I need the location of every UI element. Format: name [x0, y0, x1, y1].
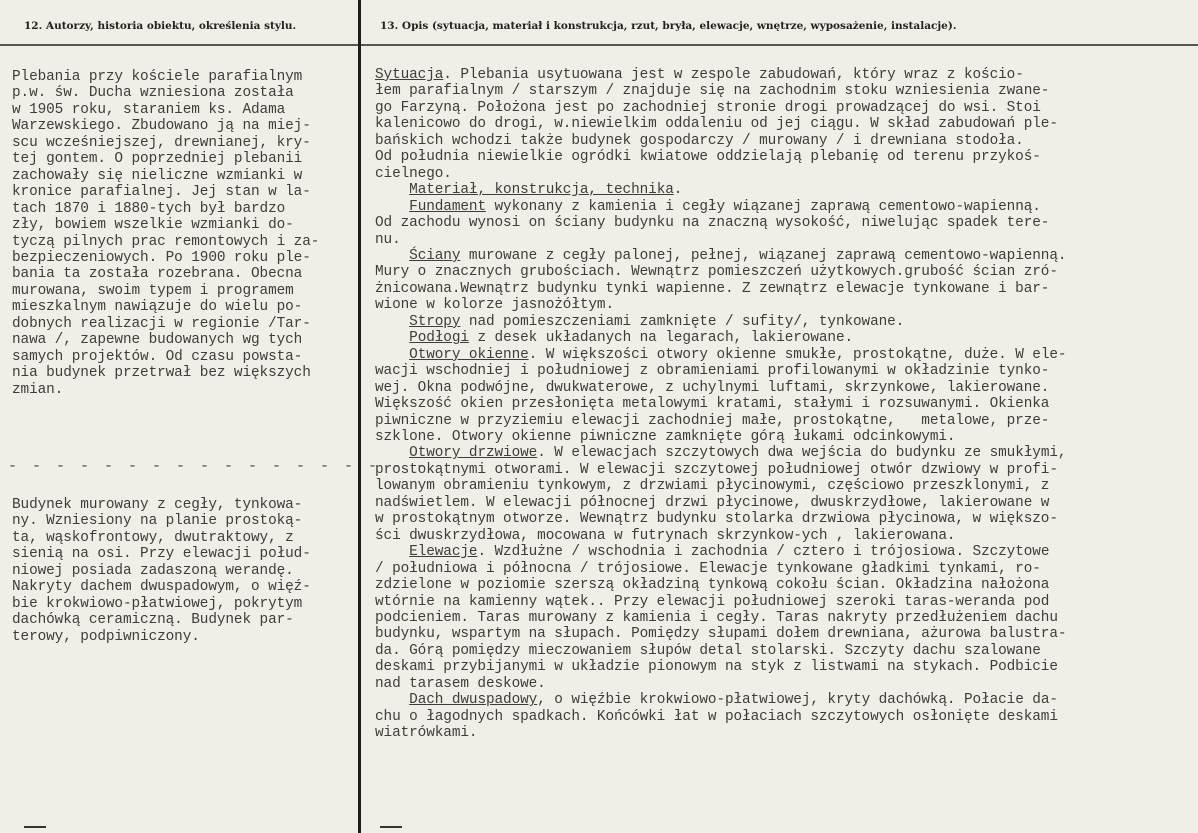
- line-text: nadświetlem. W elewacji północnej drzwi płycinowe, dwuskrzydłowe, lakierowane w: [375, 494, 1050, 511]
- line-text: . Plebania usytuowana jest w zespole zabudowań, który wraz z kościo-: [443, 67, 1024, 83]
- line-text: nad pomieszczeniami zamknięte / sufity/, tynkowane.: [460, 313, 905, 330]
- history-line: kronice parafialnej. Jej stan w la-: [12, 184, 311, 201]
- line-text: wej. Okna podwójne, dwukwaterowe, z uchylnymi luftami, skrzynkowe, lakierowane.: [375, 379, 1050, 396]
- section-heading: Ściany: [409, 247, 461, 264]
- line-text: w prostokątnym otworze. Wewnątrz budynku stolarka drzwiowa płycinowa, w większo-: [375, 511, 1058, 528]
- section-heading: Podłogi: [409, 330, 469, 347]
- line-text: . W elewacjach szczytowych dwa wejścia do budynku ze smukłymi,: [537, 445, 1067, 462]
- description-line: [375, 314, 1066, 330]
- description-line: [375, 478, 1066, 494]
- section-heading: Otwory drzwiowe: [409, 445, 538, 462]
- description-line: [375, 199, 1066, 215]
- line-text: nad tarasem deskowe.: [375, 675, 546, 692]
- description-line: [375, 594, 1066, 610]
- line-text: wiatrówkami.: [375, 725, 478, 742]
- description-line: [375, 676, 1066, 692]
- summary-line: niowej posiada zadaszoną werandę.: [12, 562, 294, 579]
- line-text: wykonany z kamienia i cegły wiązanej zaprawą cementowo-wapienną.: [485, 198, 1041, 215]
- line-text: murowane z cegły palonej, pełnej, wiązanej zaprawą cementowo-wapienną.: [460, 247, 1067, 264]
- line-text: podcieniem. Taras murowany z kamienia i cegły. Taras nakryty przedłużeniem dachu: [375, 609, 1058, 626]
- line-text: wtórnie na kamienny wątek.. Przy elewacji południowej szeroki taras-weranda pod: [375, 593, 1050, 610]
- description-line: [375, 182, 1066, 198]
- history-line: zachowały się nieliczne wzmianki w: [12, 167, 303, 184]
- summary-line: dachówką ceramiczną. Budynek par-: [12, 612, 294, 629]
- description-line: [375, 215, 1066, 231]
- description-line: [375, 544, 1066, 560]
- description-line: [375, 133, 1066, 149]
- line-text: z desek układanych na legarach, lakierowane.: [468, 330, 854, 347]
- description-line: [375, 429, 1066, 445]
- history-line: mieszkalnym nawiązuje do wielu po-: [12, 299, 303, 316]
- section-13-title: 13. Opis (sytuacja, materiał i konstrukcja, rzut, bryła, elewacje, wnętrze, wyposażenie, instalacje).: [380, 20, 957, 32]
- description-line: [375, 380, 1066, 396]
- description-line: [375, 626, 1066, 642]
- section-heading: Dach dwuspadowy: [409, 692, 538, 709]
- description-line: [375, 692, 1066, 708]
- description-line: [375, 264, 1066, 280]
- history-line: tej gontem. O poprzedniej plebanii: [12, 151, 303, 168]
- line-text: Od zachodu wynosi on ściany budynku na znaczną wysokość, niwelując spadek tere-: [375, 215, 1050, 232]
- section-heading: Sytuacja: [375, 67, 444, 83]
- line-text: piwniczne w przyziemiu elewacji zachodniej małe, prostokątne, metalowe, prze-: [375, 412, 1050, 429]
- description-line: [375, 528, 1066, 544]
- history-line: tach 1870 i 1880-tych był bardzo: [12, 200, 286, 217]
- description-line: [375, 511, 1066, 527]
- description-line: [375, 363, 1066, 379]
- line-text: . Wzdłużne / wschodnia i zachodnia / cztero i trójosiowa. Szczytowe: [477, 544, 1050, 561]
- line-text: wione w kolorze jasnożółtym.: [375, 297, 615, 314]
- description-line: [375, 725, 1066, 741]
- line-text: kalenicowo do drogi, w.niewielkim oddaleniu od jej ciągu. W skład zabudowań ple-: [375, 116, 1058, 133]
- history-line: zmian.: [12, 381, 64, 398]
- description-line: [375, 248, 1066, 264]
- description-line: [375, 166, 1066, 182]
- bottom-mark-left: [24, 826, 46, 828]
- description-text: [375, 67, 1066, 742]
- description-line: [375, 347, 1066, 363]
- line-text: bańskich wchodzi także budynek gospodarczy / murowany / i drewniana stodoła.: [375, 132, 1024, 149]
- line-text: Mury o znacznych grubościach. Wewnątrz pomieszczeń użytkowych.grubość ścian zró-: [375, 264, 1058, 281]
- line-text: da. Górą pomiędzy mieczowaniem słupów detal stolarski. Szczyty dachu szalowane: [375, 642, 1041, 659]
- section-12-title: 12. Autorzy, historia obiektu, określenia stylu.: [24, 20, 297, 32]
- summary-line: Budynek murowany z cegły, tynkowa-: [12, 497, 303, 513]
- history-line: samych projektów. Od czasu powsta-: [12, 348, 303, 365]
- line-text: wacji wschodniej i południowej z obramieniami profilowanymi w okładzinie tynko-: [375, 363, 1050, 380]
- summary-line: bie krokwiowo-płatwiowej, pokrytym: [12, 595, 303, 612]
- description-line: [375, 100, 1066, 116]
- description-line: [375, 83, 1066, 99]
- description-line: [375, 445, 1066, 461]
- history-line: nawa /, zapewne budowanych wg tych: [12, 332, 303, 349]
- description-line: [375, 149, 1066, 165]
- description-line: [375, 297, 1066, 313]
- line-text: , o więźbie krokwiowo-płatwiowej, kryty dachówką. Połacie da-: [537, 692, 1058, 709]
- line-text: łem parafialnym / starszym / znajduje się na zachodnim stoku wzniesienia zwane-: [375, 83, 1050, 100]
- header-divider: [0, 44, 1198, 46]
- history-line: tyczą pilnych prac remontowych i za-: [12, 233, 320, 250]
- history-line: Plebania przy kościele parafialnym: [12, 69, 303, 85]
- history-line: p.w. św. Ducha wzniesiona została: [12, 85, 294, 102]
- summary-line: Nakryty dachem dwuspadowym, o więź-: [12, 579, 311, 596]
- line-text: cielnego.: [375, 165, 452, 182]
- bottom-mark-right: [380, 826, 402, 828]
- section-heading: Elewacje: [409, 544, 478, 561]
- description-line: [375, 330, 1066, 346]
- description-line: [375, 67, 1066, 83]
- section-heading: Otwory okienne: [409, 346, 529, 363]
- line-text: prostokątnymi otworami. W elewacji szczytowej południowej otwór dzwiowy w profi-: [375, 461, 1058, 478]
- description-line: [375, 462, 1066, 478]
- description-line: [375, 577, 1066, 593]
- summary-line: ta, wąskofrontowy, dwutraktowy, z: [12, 529, 294, 546]
- description-line: [375, 643, 1066, 659]
- section-heading: Fundament: [409, 198, 486, 215]
- description-line: [375, 396, 1066, 412]
- line-text: nu.: [375, 231, 401, 248]
- section-heading: Materiał, konstrukcja, technika: [409, 182, 674, 199]
- section-heading: Stropy: [409, 313, 461, 330]
- line-text: / południowa i północna / trójosiowe. Elewacje tynkowane gładkimi tynkami, ro-: [375, 560, 1041, 577]
- history-line: murowana, swoim typem i programem: [12, 282, 294, 299]
- history-line: zły, bowiem wszelkie wzmianki do-: [12, 217, 294, 234]
- line-text: . W większości otwory okienne smukłe, prostokątne, duże. W ele-: [528, 346, 1067, 363]
- line-text: Większość okien przesłonięta metalowymi kratami, stałymi i rozsuwanymi. Okienka: [375, 396, 1050, 413]
- description-line: [375, 709, 1066, 725]
- history-line: dobnych realizacji w regionie /Tar-: [12, 315, 311, 332]
- history-line: scu wcześniejszej, drewnianej, kry-: [12, 134, 311, 151]
- summary-line: ny. Wzniesiony na planie prostoką-: [12, 513, 303, 530]
- history-text: [12, 69, 319, 398]
- line-text: szklone. Otwory okienne piwniczne zamknięte górą łukami odcinkowymi.: [375, 428, 956, 445]
- history-line: Warzewskiego. Zbudowano ją na miej-: [12, 118, 311, 135]
- summary-line: terowy, podpiwniczony.: [12, 628, 200, 645]
- line-text: chu o łagodnych spadkach. Końcówki łat w połaciach szczytowych osłonięte deskami: [375, 708, 1058, 725]
- line-text: deskami przybijanymi w układzie pionowym na styk z listwami na stykach. Podbicie: [375, 659, 1058, 676]
- history-line: w 1905 roku, staraniem ks. Adama: [12, 101, 286, 118]
- summary-line: sienią na osi. Przy elewacji połud-: [12, 546, 311, 563]
- history-line: bania ta została rozebrana. Obecna: [12, 266, 303, 283]
- description-line: [375, 610, 1066, 626]
- line-text: Od południa niewielkie ogródki kwiatowe oddzielają plebanię od terenu przykoś-: [375, 149, 1041, 166]
- line-text: lowanym obramieniu tynkowym, z drzwiami płycinowymi, częściowo przeszklonymi, z: [375, 478, 1050, 495]
- line-text: go Farzyną. Położona jest po zachodniej stronie drogi prowadzącej do wsi. Stoi: [375, 99, 1041, 116]
- separator-line: - - - - - - - - - - - - - - - - - -: [8, 458, 429, 475]
- description-line: [375, 232, 1066, 248]
- line-text: .: [673, 182, 683, 199]
- history-line: bezpieczeniowych. Po 1900 roku ple-: [12, 249, 311, 266]
- description-line: [375, 561, 1066, 577]
- column-divider: [358, 0, 361, 833]
- line-text: ści dwuskrzydłowa, mocowana w futrynach skrzynkow-ych , lakierowana.: [375, 527, 956, 544]
- line-text: zdzielone w poziomie szerszą okładziną tynkową cokołu ścian. Okładzina nałożona: [375, 577, 1050, 594]
- line-text: żnicowana.Wewnątrz budynku tynki wapienne. Z zewnątrz elewacje tynkowane i bar-: [375, 280, 1050, 297]
- description-line: [375, 413, 1066, 429]
- description-line: [375, 659, 1066, 675]
- line-text: budynku, wspartym na słupach. Pomiędzy słupami dołem drewniana, ażurowa balustra-: [375, 626, 1067, 643]
- history-line: nia budynek przetrwał bez większych: [12, 365, 311, 382]
- description-line: [375, 495, 1066, 511]
- description-line: [375, 116, 1066, 132]
- description-line: [375, 281, 1066, 297]
- summary-text: [12, 497, 311, 645]
